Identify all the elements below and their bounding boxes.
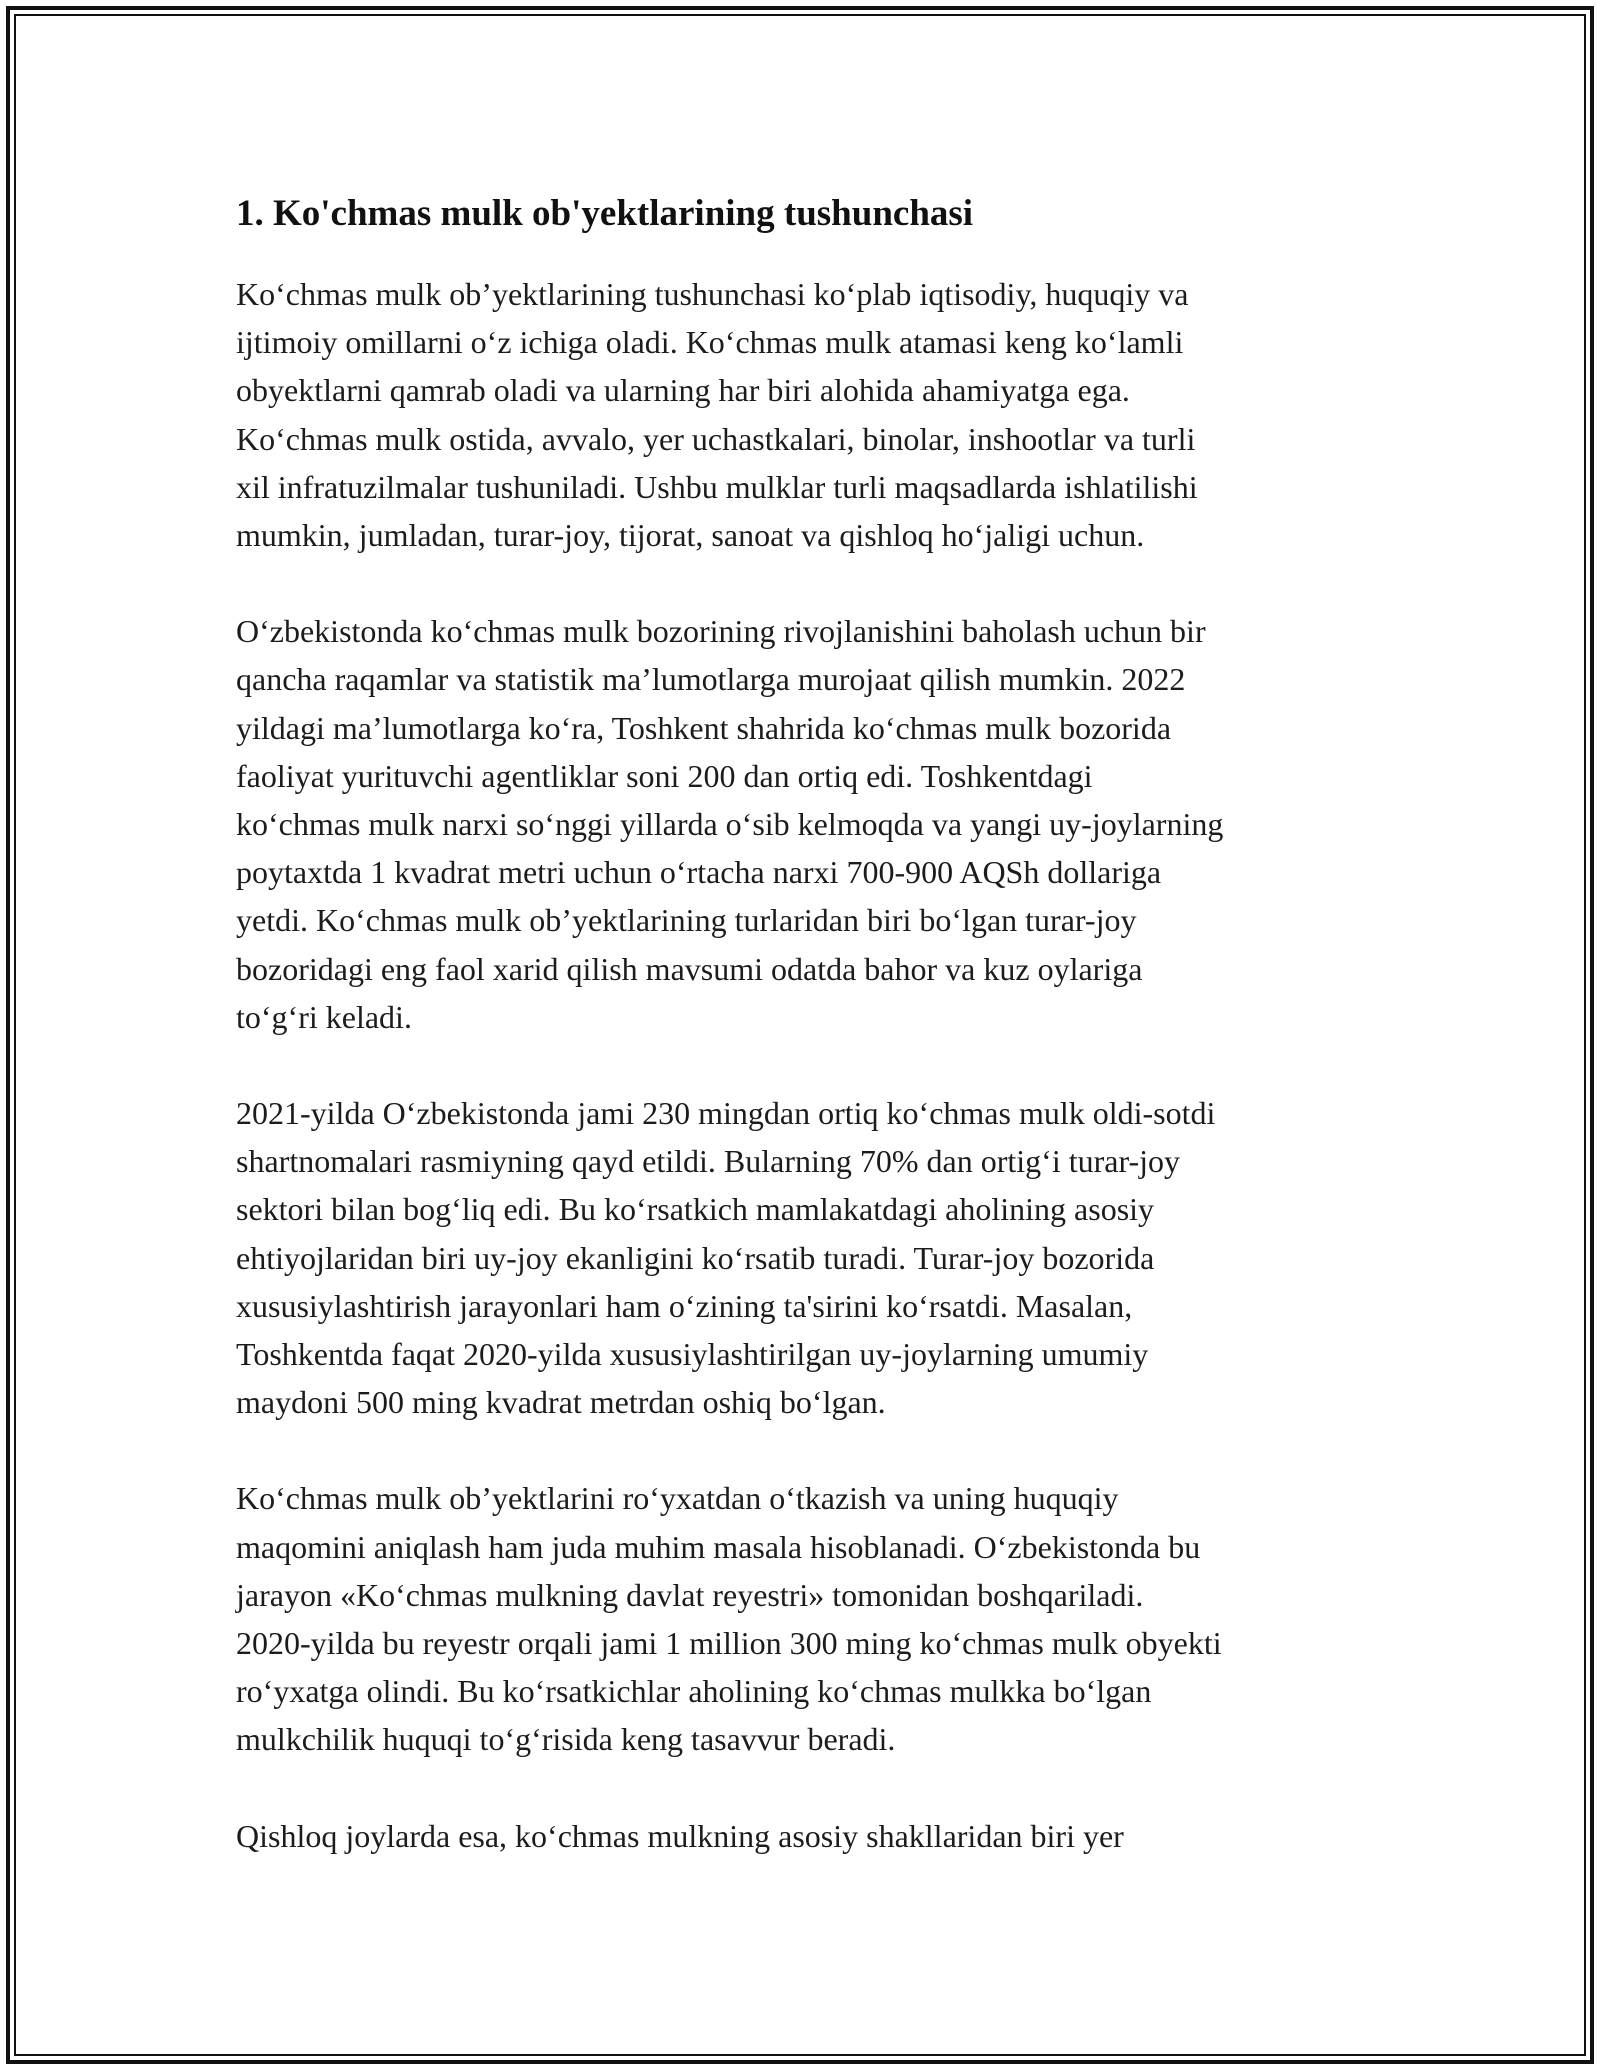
paragraph-line: Koʻchmas mulk obʼyektlarini roʻyxatdan oʻtkazish va uning huquqiy — [236, 1480, 1119, 1517]
paragraph-line: maydoni 500 ming kvadrat metrdan oshiq boʻlgan. — [236, 1384, 886, 1421]
paragraph-line: yildagi maʼlumotlarga koʻra, Toshkent shahrida koʻchmas mulk bozorida — [236, 709, 1172, 746]
paragraph-line: shartnomalari rasmiyning qayd etildi. Bularning 70% dan ortigʻi turar-joy — [236, 1143, 1181, 1180]
paragraph-line: roʻyxatga olindi. Bu koʻrsatkichlar aholining koʻchmas mulkka boʻlgan — [236, 1673, 1152, 1710]
paragraph-line: xil infratuzilmalar tushuniladi. Ushbu mulklar turli maqsadlarda ishlatilishi — [236, 468, 1198, 505]
paragraph-line: toʻgʻri keladi. — [236, 998, 412, 1035]
paragraph-line: Toshkentda faqat 2020-yilda xususiylashtirilgan uy-joylarning umumiy — [236, 1336, 1149, 1373]
paragraph-3 — [236, 1089, 1376, 1426]
paragraph-line: Koʻchmas mulk ostida, avvalo, yer uchastkalari, binolar, inshootlar va turli — [236, 420, 1196, 457]
paragraph-4 — [236, 1474, 1376, 1763]
paragraph-line: koʻchmas mulk narxi soʻnggi yillarda oʻsib kelmoqda va yangi uy-joylarning — [236, 806, 1224, 843]
paragraph-line: xususiylashtirish jarayonlari ham oʻzining ta'sirini koʻrsatdi. Masalan, — [236, 1287, 1133, 1324]
paragraph-line: 2021-yilda Oʻzbekistonda jami 230 mingdan ortiq koʻchmas mulk oldi-sotdi — [236, 1095, 1216, 1132]
paragraph-line: jarayon «Koʻchmas mulkning davlat reyestri» tomonidan boshqariladi. — [236, 1576, 1144, 1613]
section-heading: 1. Ko'chmas mulk ob'yektlarining tushunchasi — [236, 193, 974, 234]
paragraph-line: Koʻchmas mulk obʼyektlarining tushunchasi koʻplab iqtisodiy, huquqiy va — [236, 276, 1189, 312]
paragraph-line: ehtiyojlaridan biri uy-joy ekanligini koʻrsatib turadi. Turar-joy bozorida — [236, 1239, 1155, 1276]
paragraph-line: faoliyat yurituvchi agentliklar soni 200 dan ortiq edi. Toshkentdagi — [236, 757, 1093, 794]
paragraph-line: obyektlarni qamrab oladi va ularning har biri alohida ahamiyatga ega. — [236, 372, 1130, 409]
paragraph-line: ijtimoiy omillarni oʻz ichiga oladi. Koʻchmas mulk atamasi keng koʻlamli — [236, 324, 1184, 361]
paragraph-line: Oʻzbekistonda koʻchmas mulk bozorining rivojlanishini baholash uchun bir — [236, 613, 1206, 650]
paragraph-line: yetdi. Koʻchmas mulk obʼyektlarining turlaridan biri boʻlgan turar-joy — [236, 902, 1137, 939]
paragraph-line: poytaxtda 1 kvadrat metri uchun oʻrtacha narxi 700-900 AQSh dollariga — [236, 854, 1162, 891]
paragraph-line: maqomini aniqlash ham juda muhim masala hisoblanadi. Oʻzbekistonda bu — [236, 1528, 1201, 1565]
paragraph-line: mumkin, jumladan, turar-joy, tijorat, sanoat va qishloq hoʻjaligi uchun. — [236, 517, 1145, 554]
paragraph-1 — [236, 270, 1376, 559]
paragraph-2 — [236, 607, 1376, 1041]
paragraph-line: 2020-yilda bu reyestr orqali jami 1 million 300 ming koʻchmas mulk obyekti — [236, 1625, 1222, 1662]
paragraph-5 — [236, 1812, 1376, 1860]
paragraph-line: qancha raqamlar va statistik maʼlumotlarga murojaat qilish mumkin. 2022 — [236, 661, 1186, 698]
paragraph-line: sektori bilan bogʻliq edi. Bu koʻrsatkich mamlakatdagi aholining asosiy — [236, 1191, 1155, 1228]
document-body — [236, 186, 1376, 1908]
paragraph-line: Qishloq joylarda esa, koʻchmas mulkning asosiy shakllaridan biri yer — [236, 1817, 1124, 1854]
paragraph-line: bozoridagi eng faol xarid qilish mavsumi odatda bahor va kuz oylariga — [236, 950, 1143, 987]
paragraph-line: mulkchilik huquqi toʻgʻrisida keng tasavvur beradi. — [236, 1721, 896, 1758]
